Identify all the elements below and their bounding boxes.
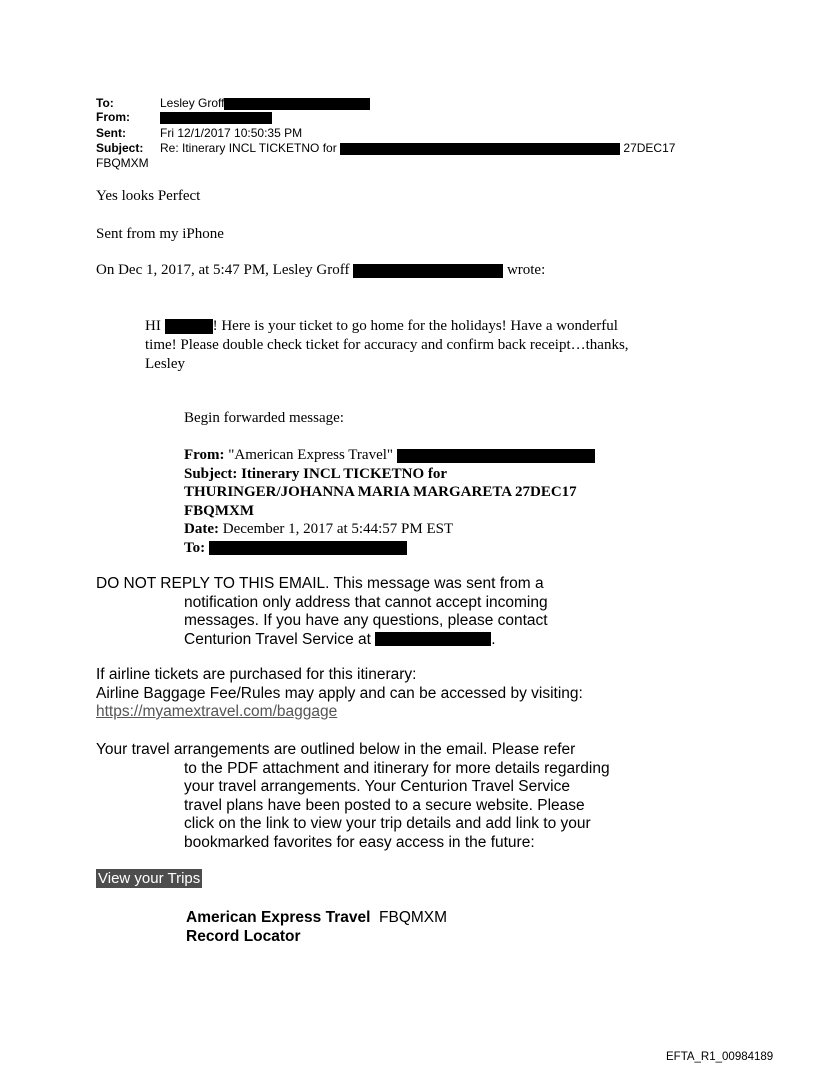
baggage-info [96,666,583,722]
subject-value [160,142,675,155]
locator-company: American Express Travel [186,909,371,926]
forwarded-to [184,539,595,558]
redaction-bar [397,449,595,463]
arrangements-line-5: click on the link to view your trip details and add link to your [184,815,591,832]
forwarded-subject-2: THURINGER/JOHANNA MARIA MARGARETA 27DEC17 [184,484,577,500]
redaction-bar [353,264,503,278]
quoted-line-3: Lesley [145,356,185,372]
quoted-line-1-rest: ! Here is your ticket to go home for the holidays! Have a wonderful [212,318,618,334]
no-reply-notice [96,575,548,649]
notice-line-4 [96,631,548,650]
notice-line-1: DO NOT REPLY TO THIS EMAIL. This message was sent from a [96,575,544,592]
forwarded-header [184,446,595,557]
quote-intro-prefix: On Dec 1, 2017, at 5:47 PM, Lesley Groff [96,262,350,278]
record-locator [186,908,447,946]
email-header [96,97,736,177]
redaction-bar [209,541,407,555]
forwarded-date-label: Date: [184,521,219,537]
from-value [160,111,272,124]
arrangements-line-1: Your travel arrangements are outlined below in the email. Please refer [96,741,576,758]
to-name: Lesley Groff [160,96,225,110]
locator-line [186,908,447,927]
forwarded-from-value: "American Express Travel" [228,447,394,463]
to-label: To: [96,96,114,110]
greeting: HI [145,318,161,334]
forwarded-from-label: From: [184,447,225,463]
baggage-link[interactable]: https://myamextravel.com/baggage [96,703,338,720]
arrangements-line-6: bookmarked favorites for easy access in the future: [184,833,535,851]
forwarded-date-value: December 1, 2017 at 5:44:57 PM EST [222,521,454,537]
notice-period: . [491,630,496,648]
redaction-bar [160,112,272,124]
arrangements-line-2: to the PDF attachment and itinerary for more details regarding [184,759,610,777]
quote-intro [96,262,545,279]
view-trips-button[interactable]: View your Trips [98,870,201,887]
redaction-bar [165,319,213,334]
redaction-bar [340,143,620,155]
baggage-line-1: If airline tickets are purchased for this itinerary: [96,666,417,683]
quote-intro-suffix: wrote: [506,262,546,278]
document-id: EFTA_R1_00984189 [666,1051,774,1063]
redaction-bar [224,98,370,110]
quoted-line-1 [145,317,629,336]
arrangements-line-4: travel plans have been posted to a secure website. Please [184,796,585,814]
quoted-line-2: time! Please double check ticket for accuracy and confirm back receipt…thanks, [145,337,629,353]
subject-tail: 27DEC17 [623,141,676,155]
sent-label: Sent: [96,126,126,140]
subject-text: Re: Itinerary INCL TICKETNO for [160,141,337,155]
reply-signature: Sent from my iPhone [96,226,224,242]
to-value [160,97,370,110]
subject-continuation: FBQMXM [96,156,149,170]
notice-line-2: notification only address that cannot accept incoming [184,593,548,611]
forwarded-subject-3: FBQMXM [184,502,254,519]
baggage-line-2: Airline Baggage Fee/Rules may apply and can be accessed by visiting: [96,684,583,702]
forwarded-to-label: To: [184,539,206,556]
reply-message: Yes looks Perfect [96,188,201,204]
forwarded-date [184,520,595,539]
locator-code: FBQMXM [379,909,448,926]
sent-value: Fri 12/1/2017 10:50:35 PM [160,126,303,140]
redaction-bar [375,632,491,646]
quoted-message [145,317,629,374]
notice-line-3: messages. If you have any questions, please contact [184,612,548,629]
forwarded-subject-1: Subject: Itinerary INCL TICKETNO for [184,465,448,482]
from-label: From: [96,110,130,124]
forwarded-from [184,446,595,465]
locator-label: Record Locator [186,928,301,945]
arrangements-line-3: your travel arrangements. Your Centurion Travel Service [184,778,570,795]
notice-contact-prefix: Centurion Travel Service at [184,630,371,648]
arrangements-text [96,741,610,852]
subject-label: Subject: [96,141,144,155]
forward-intro: Begin forwarded message: [184,410,344,426]
